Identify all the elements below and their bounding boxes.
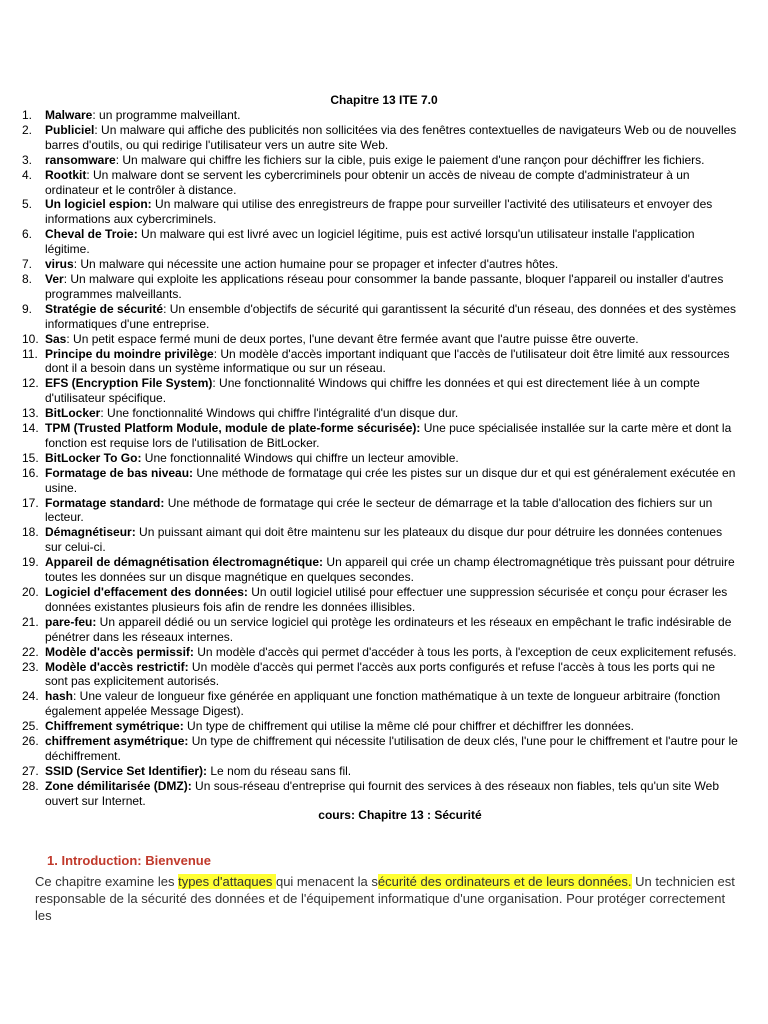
definition-text: : Un ensemble d'objectifs de sécurité qui garantissent la sécurité d'un réseau, des données et des systèmes informatiques d'une entreprise. — [45, 301, 736, 331]
definition-text: : Un malware qui affiche des publicités non sollicitées via des fenêtres contextuelles de navigateurs Web ou de nouvelles barres d'outils, ou qui redirige l'utilisateur vers un autre site Web. — [45, 122, 737, 152]
definition-term: Principe du moindre privilège — [45, 346, 214, 361]
definition-term: Modèle d'accès permissif: — [45, 644, 194, 659]
definition-term: Publiciel — [45, 122, 95, 137]
section-heading: 1. Introduction: Bienvenue — [47, 853, 211, 868]
definition-term: Cheval de Troie: — [45, 227, 138, 242]
definition-text: : Une fonctionnalité Windows qui chiffre les données et qui est directement liée à un compte d'utilisateur spécifique. — [45, 376, 700, 406]
definition-item — [0, 332, 740, 347]
definition-text: : un programme malveillant. — [92, 108, 241, 122]
definition-text: Un outil logiciel utilisé pour effectuer une suppression sécurisée et conçu pour écraser les données existantes plusieurs fois afin de rendre les données illisibles. — [45, 585, 728, 614]
item-number: 17. — [22, 495, 39, 510]
item-number: 26. — [22, 734, 39, 749]
definition-term: Un logiciel espion: — [45, 197, 152, 212]
definition-text: Un modèle d'accès qui permet d'accéder à tous les ports, à l'exception de ceux explicitement refusés. — [193, 644, 737, 659]
definition-item — [0, 302, 740, 332]
definition-term: BitLocker — [45, 406, 101, 421]
item-number: 11. — [22, 346, 38, 361]
item-number: 4. — [22, 167, 33, 182]
definition-item — [0, 496, 740, 526]
item-number: 14. — [22, 421, 39, 436]
definition-text: : Un modèle d'accès important indiquant que l'accès de l'utilisateur doit être limité aux ressources dont il a besoin dans un système informatique ou sur un réseau. — [45, 346, 730, 376]
item-number: 3. — [22, 152, 33, 167]
definition-item — [0, 376, 740, 406]
item-number: 24. — [22, 689, 39, 704]
definition-text: : Un malware qui exploite les applications réseau pour consommer la bande passante, bloquer l'appareil ou installer d'autres programmes malveillants. — [45, 271, 724, 301]
intro-text: Ce chapitre examine les — [35, 874, 179, 889]
definition-text: Un malware qui est livré avec un logiciel légitime, puis est activé lorsqu'un utilisateur installe l'application légitime. — [45, 227, 695, 257]
definition-text: : Une valeur de longueur fixe générée en appliquant une fonction mathématique à un texte de longueur arbitraire (fonction également appelée Message Digest). — [45, 689, 721, 719]
definition-term: Formatage de bas niveau: — [45, 465, 194, 480]
item-number: 16. — [22, 465, 39, 480]
item-number: 19. — [22, 555, 39, 570]
intro-paragraph — [35, 873, 735, 924]
definition-item — [0, 347, 740, 377]
definition-item — [0, 108, 740, 123]
definition-term: Appareil de démagnétisation électromagnétique: — [45, 555, 324, 570]
definition-text: Une méthode de formatage qui crée les pistes sur un disque dur et qui est généralement exécutée en usine. — [45, 465, 736, 495]
item-number: 2. — [22, 122, 33, 137]
definition-item — [0, 466, 740, 496]
definition-item — [0, 734, 740, 764]
highlighted-text: écurité des ordinateurs et de leurs données. — [377, 874, 632, 889]
definition-item — [0, 421, 740, 451]
item-number: 22. — [22, 644, 39, 659]
item-number: 13. — [22, 406, 39, 421]
definition-text: Une méthode de formatage qui crée le secteur de démarrage et la table d'allocation des fichiers sur un lecteur. — [45, 495, 713, 525]
definition-text: : Un malware dont se servent les cybercriminels pour obtenir un accès de niveau de compte d'administrateur à un ordinateur et le contrôler à distance. — [45, 167, 690, 197]
definition-term: BitLocker To Go: — [45, 450, 142, 465]
definition-item — [0, 257, 740, 272]
definition-text: Le nom du réseau sans fil. — [207, 763, 352, 778]
definition-term: Modèle d'accès restrictif: — [45, 659, 189, 674]
page-title: Chapitre 13 ITE 7.0 — [330, 93, 438, 107]
definition-item — [0, 779, 740, 809]
definition-text: Un malware qui utilise des enregistreurs de frappe pour surveiller l'activité des utilisateurs et envoyer des informations aux cybercriminels. — [45, 197, 713, 227]
definition-text: Un modèle d'accès qui permet l'accès aux ports configurés et refuse l'accès à tous les ports qui ne sont pas explicitement autorisés. — [45, 659, 716, 689]
definition-item — [0, 406, 740, 421]
item-number: 23. — [22, 659, 39, 674]
definition-text: : Un malware qui nécessite une action humaine pour se propager et infecter d'autres hôtes. — [73, 257, 559, 272]
item-number: 28. — [22, 778, 39, 793]
definition-item — [0, 585, 740, 615]
definition-term: chiffrement asymétrique: — [45, 734, 189, 749]
definition-item — [0, 272, 740, 302]
definition-term: EFS (Encryption File System) — [45, 376, 213, 391]
definition-item — [0, 153, 740, 168]
definition-text: Une puce spécialisée installée sur la carte mère et dont la fonction est requise lors de l'utilisation de BitLocker. — [45, 421, 732, 450]
definition-text: : Un malware qui chiffre les fichiers sur la cible, puis exige le paiement d'une rançon pour déchiffrer les fichiers. — [115, 152, 705, 167]
definition-item — [0, 227, 740, 257]
definition-text: Un sous-réseau d'entreprise qui fournit des services à des réseaux non fiables, tels qu'un site Web ouvert sur Internet. — [45, 778, 720, 808]
definition-term: ransomware — [45, 152, 116, 167]
item-number: 1. — [22, 108, 33, 122]
definition-term: pare-feu: — [45, 614, 97, 629]
definition-text: Un type de chiffrement qui nécessite l'utilisation de deux clés, l'une pour le chiffrement et l'autre pour le déchiffrement. — [45, 734, 738, 763]
definition-item — [0, 525, 740, 555]
definition-term: Formatage standard: — [45, 495, 165, 510]
definition-term: Sas — [45, 331, 67, 346]
definition-term: Ver — [45, 271, 64, 286]
definition-item — [0, 123, 740, 153]
definition-text: Un appareil dédié ou un service logiciel qui protège les ordinateurs et les réseaux en empêchant le trafic indésirable de pénétrer dans les réseaux internes. — [45, 614, 732, 644]
definition-term: Chiffrement symétrique: — [45, 719, 184, 734]
definition-item — [0, 555, 740, 585]
course-title: cours: Chapitre 13 : Sécurité — [318, 808, 482, 822]
definition-item — [0, 645, 740, 660]
definition-term: Zone démilitarisée (DMZ): — [45, 778, 192, 793]
definition-term: hash — [45, 689, 74, 704]
definition-term: Rootkit — [45, 167, 87, 182]
item-number: 8. — [22, 271, 33, 286]
item-number: 21. — [22, 614, 39, 629]
definition-term: Stratégie de sécurité — [45, 301, 164, 316]
definition-text: Un type de chiffrement qui utilise la même clé pour chiffrer et déchiffrer les données. — [183, 719, 634, 734]
definition-list — [0, 108, 740, 809]
definition-item — [0, 615, 740, 645]
definition-item — [0, 719, 740, 734]
item-number: 20. — [22, 585, 39, 599]
definition-term: Logiciel d'effacement des données: — [45, 585, 248, 599]
definition-item — [0, 197, 740, 227]
item-number: 5. — [22, 197, 33, 212]
definition-item — [0, 689, 740, 719]
item-number: 12. — [22, 376, 39, 391]
highlighted-text: types d'attaques — [178, 874, 276, 889]
definition-text: Un appareil qui crée un champ électromagnétique très puissant pour détruire toutes les données sur un disque magnétique en quelques secondes. — [45, 555, 735, 585]
definition-item — [0, 451, 740, 466]
item-number: 27. — [22, 763, 39, 778]
definition-term: Démagnétiseur: — [45, 525, 136, 540]
definition-text: : Une fonctionnalité Windows qui chiffre l'intégralité d'un disque dur. — [100, 406, 459, 421]
item-number: 18. — [22, 525, 39, 540]
item-number: 15. — [22, 450, 39, 465]
definition-term: SSID (Service Set Identifier): — [45, 763, 208, 778]
intro-text: qui menacent la s — [275, 874, 378, 889]
definition-item — [0, 660, 740, 690]
item-number: 10. — [22, 331, 39, 346]
definition-term: Malware — [45, 108, 93, 122]
definition-item — [0, 764, 740, 779]
item-number: 9. — [22, 301, 33, 316]
definition-term: virus — [45, 257, 74, 272]
item-number: 25. — [22, 719, 39, 734]
definition-text: : Un petit espace fermé muni de deux portes, l'une devant être fermée avant que l'autre puisse être ouverte. — [66, 331, 639, 346]
item-number: 6. — [22, 227, 33, 242]
definition-item — [0, 168, 740, 198]
definition-term: TPM (Trusted Platform Module, module de plate-forme sécurisée): — [45, 421, 421, 436]
definition-text: Un puissant aimant qui doit être maintenu sur les plateaux du disque dur pour détruire les données contenues sur celui-ci. — [45, 525, 723, 555]
item-number: 7. — [22, 257, 33, 272]
intro-text: Un technicien est responsable de la sécurité des données et de l'équipement informatique d'une organisation. Pour protéger correctement les — [35, 874, 735, 923]
definition-text: Une fonctionnalité Windows qui chiffre un lecteur amovible. — [141, 450, 459, 465]
